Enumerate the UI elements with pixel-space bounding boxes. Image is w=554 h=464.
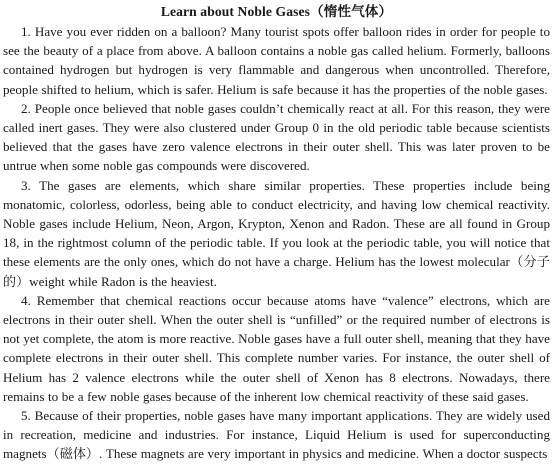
paragraph-4: 4. Remember that chemical reactions occur because atoms have “valence” electrons, which are electrons in their outer shell. When the outer shell is “unfilled” or the required number of electrons is not yet complete, the atom is more reactive. Noble gases have a full outer shell, meaning that they have complete electrons in their outer shell. This complete number varies. For instance, the outer shell of Helium has 2 valence electrons while the outer shell of Xenon has 8 electrons. Nowadays, there remains to be a few noble gases because of the inherent low chemical reactivity of these said gases. — [3, 292, 550, 404]
paragraph-1: 1. Have you ever ridden on a balloon? Many tourist spots offer balloon rides in order for people to see the beauty of a place from above. A balloon contains a noble gas called helium. Formerly, balloons contained hydrogen but hydrogen is very flammable and dangerous when uncontrolled. Therefore, people shifted to helium, which is safer. Helium is safe because it has the properties of the noble gases. — [3, 24, 550, 97]
paragraph-3: 3. The gases are elements, which share similar properties. These properties include being monatomic, colorless, odorless, being able to conduct electricity, and having low chemical reactivity. Noble gases include Helium, Neon, Argon, Krypton, Xenon and Radon. These are all found in Group 18, in the rightmost column of the periodic table. If you look at the periodic table, you will notice that these elements are the only ones, which do not have a charge. Helium has the lowest molecular（分子的）weight while Radon is the heaviest. — [3, 177, 550, 289]
paragraph-2: 2. People once believed that noble gases couldn’t chemically react at all. For this reason, they were called inert gases. They were also clustered under Group 0 in the old periodic table because scientists believed that the gases have zero valence electrons in their outer shell. This was later proven to be untrue when some noble gas compounds were discovered. — [3, 100, 550, 174]
document-title: Learn about Noble Gases（惰性气体） — [160, 4, 393, 19]
paragraph-5: 5. Because of their properties, noble gases have many important applications. They are widely used in recreation, medicine and industries. For instance, Liquid Helium is used for superconducting magnets（磁体）. These magnets are very important in physics and medicine. When a doctor suspects — [3, 408, 550, 462]
